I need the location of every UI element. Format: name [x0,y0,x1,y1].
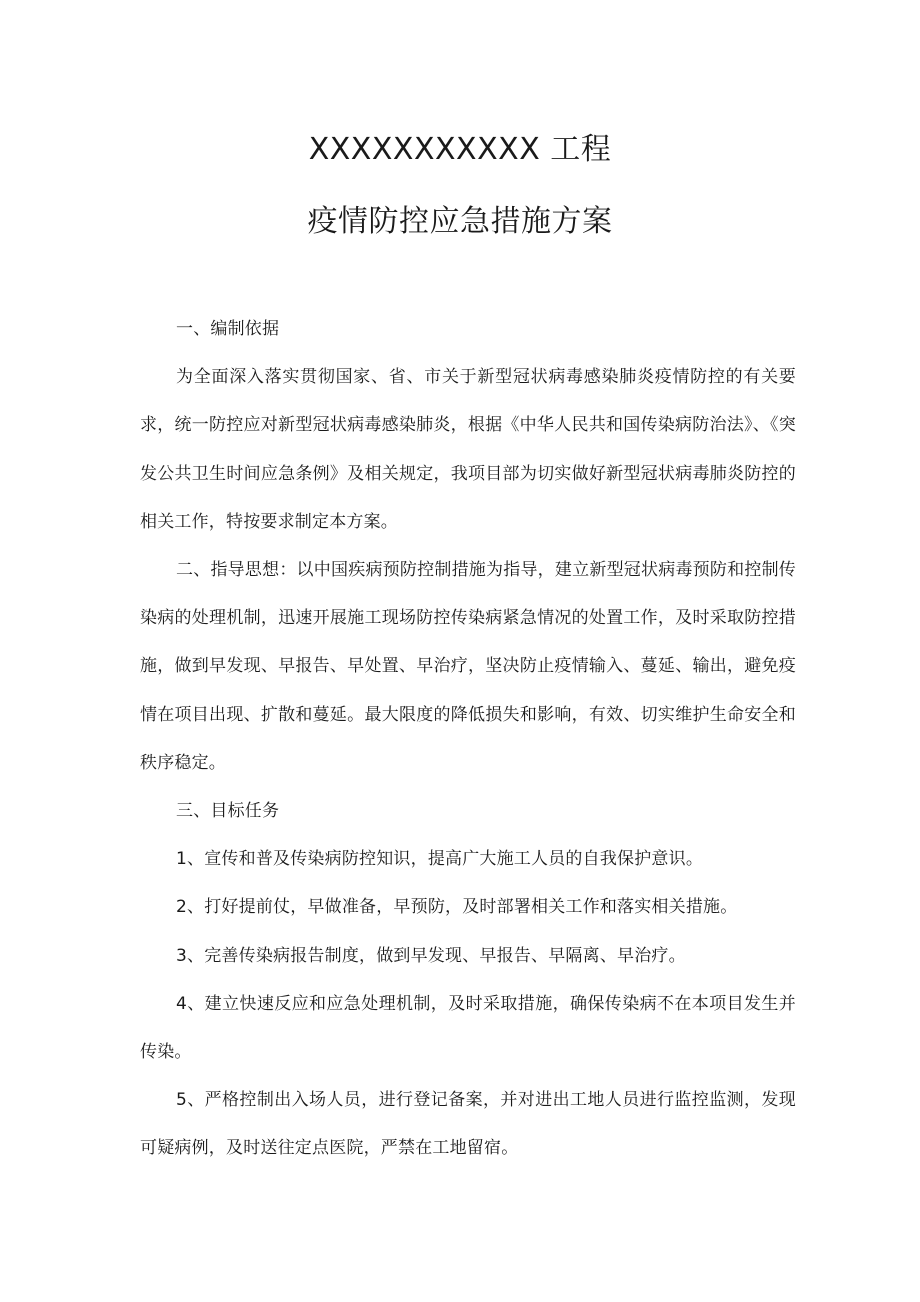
list-item-goal-5: 5、严格控制出入场人员，进行登记备案，并对进出工地人员进行监控监测，发现可疑病例，及时送往定点医院，严禁在工地留宿。 [140,1090,796,1159]
paragraph-guiding-thought: 二、指导思想：以中国疾病预防控制措施为指导，建立新型冠状病毒预防和控制传染病的处理机制，迅速开展施工现场防控传染病紧急情况的处置工作，及时采取防控措施，做到早发现、早报告、早处置、早治疗，坚决防止疫情输入、蔓延、输出，避免疫情在项目出现、扩散和蔓延。最大限度的降低损失和影响，有效、切实维护生命安全和秩序稳定。 [140,560,796,773]
list-item-goal-4: 4、建立快速反应和应急处理机制，及时采取措施，确保传染病不在本项目发生并传染。 [140,993,796,1063]
list-item-goal-1: 1、宣传和普及传染病防控知识，提高广大施工人员的自我保护意识。 [176,849,704,870]
list-item-goal-2: 2、打好提前仗，早做准备，早预防，及时部署相关工作和落实相关措施。 [176,897,738,918]
document-title: XXXXXXXXXXX 工程 [308,132,612,167]
section-heading-basis: 一、编制依据 [176,319,280,339]
section-heading-goals: 三、目标任务 [176,801,280,822]
paragraph-basis: 为全面深入落实贯彻国家、省、市关于新型冠状病毒感染肺炎疫情防控的有关要求，统一防控应对新型冠状病毒感染肺炎，根据《中华人民共和国传染病防治法》、《突发公共卫生时间应急条例》及相关规定，我项目部为切实做好新型冠状病毒肺炎防控的相关工作，特按要求制定本方案。 [140,367,796,532]
list-item-goal-3: 3、完善传染病报告制度，做到早发现、早报告、早隔离、早治疗。 [176,945,686,966]
document-body [140,305,796,1173]
document-subtitle: 疫情防控应急措施方案 [307,204,613,239]
